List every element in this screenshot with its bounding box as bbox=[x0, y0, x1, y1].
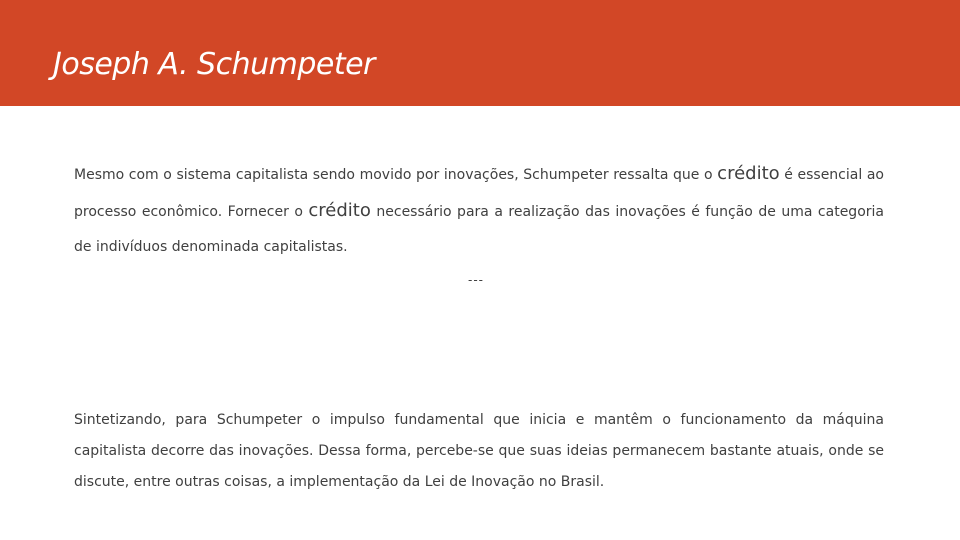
credit-highlight-1: crédito bbox=[717, 163, 780, 184]
credit-highlight-2: crédito bbox=[308, 200, 371, 221]
paragraph-credit-part2: é essencial ao processo econômico. Fornecer o bbox=[74, 167, 884, 220]
paragraph-credit-part3: necessário para a realização das inovações é função de uma categoria de indivíduos denominada capitalistas. bbox=[74, 204, 884, 255]
paragraph-credit bbox=[74, 156, 884, 265]
slide-title: Joseph A. Schumpeter bbox=[53, 47, 375, 82]
separator-text: --- bbox=[468, 273, 484, 287]
paragraph-summary: Sintetizando, para Schumpeter o impulso fundamental que inicia e mantêm o funcionamento da máquina capitalista decorre das inovações. Dessa forma, percebe-se que suas ideias permanecem bastante atuais, onde se discute, entre outras coisas, a implementação da Lei de Inovação no Brasil. bbox=[74, 412, 884, 490]
title-bar bbox=[0, 0, 960, 106]
paragraph-credit-part1: Mesmo com o sistema capitalista sendo movido por inovações, Schumpeter ressalta que o bbox=[74, 167, 718, 183]
